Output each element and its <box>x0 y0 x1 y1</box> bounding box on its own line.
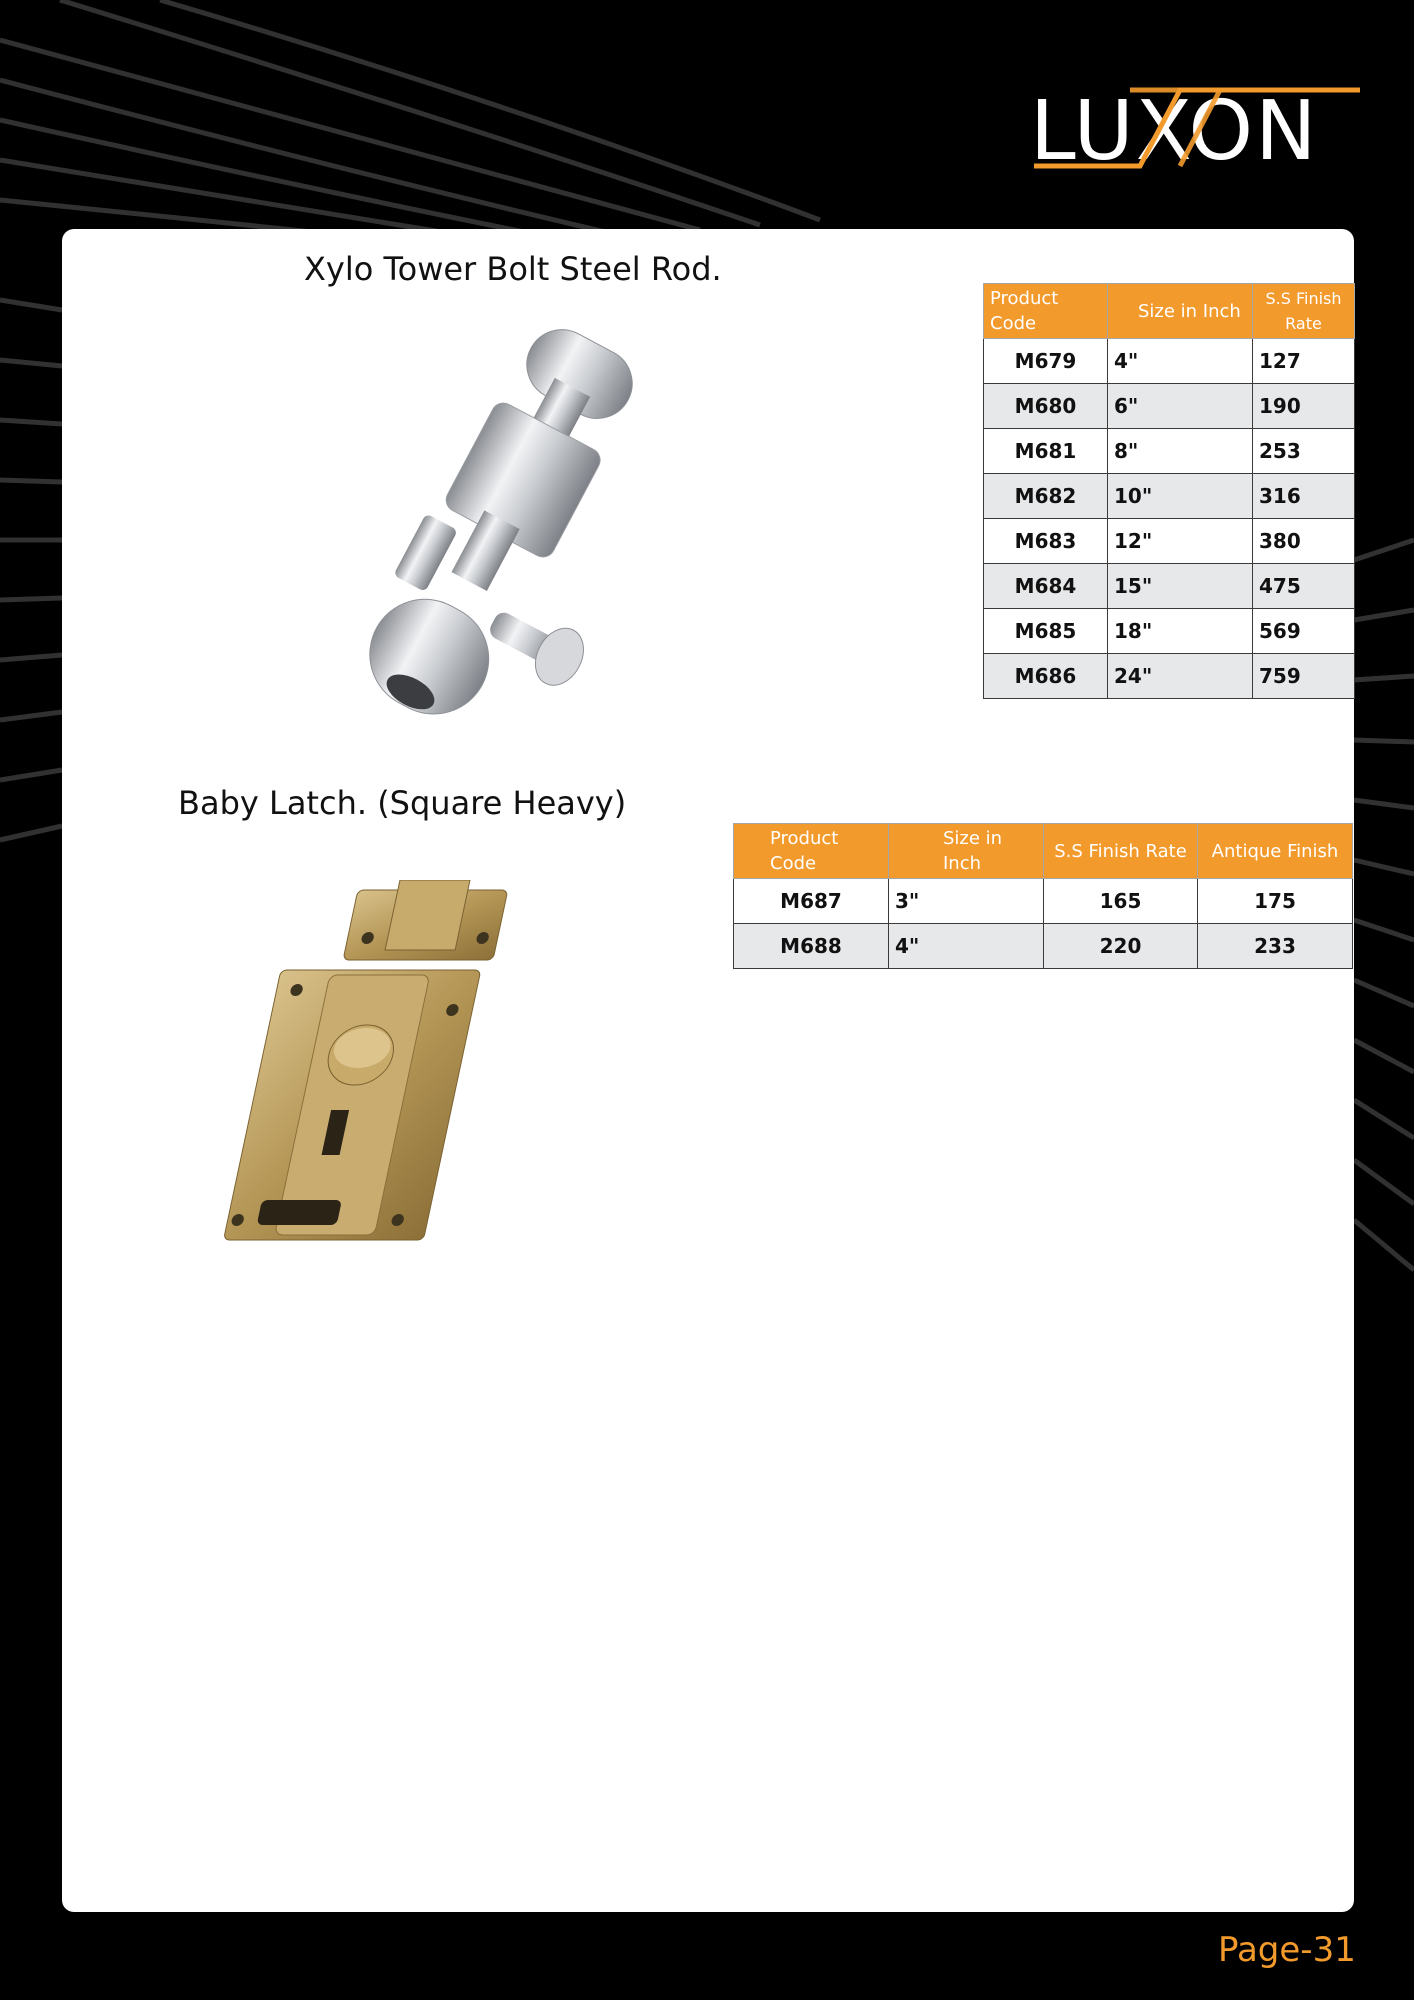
antique-rate: 233 <box>1198 924 1353 969</box>
ss-rate: 220 <box>1044 924 1198 969</box>
ss-rate: 316 <box>1253 474 1355 519</box>
ss-rate: 253 <box>1253 429 1355 474</box>
size-value: 4" <box>1108 339 1253 384</box>
size-value: 24" <box>1108 654 1253 699</box>
section-title-baby-latch: Baby Latch. (Square Heavy) <box>178 784 627 822</box>
header-size: Size in Inch <box>889 824 1044 879</box>
section-title-tower-bolt: Xylo Tower Bolt Steel Rod. <box>304 250 722 288</box>
table-row <box>984 519 1355 564</box>
table-row <box>984 384 1355 429</box>
page-number: Page-31 <box>1218 1930 1356 1970</box>
antique-rate: 175 <box>1198 879 1353 924</box>
product-code: M684 <box>984 564 1108 609</box>
size-value: 8" <box>1108 429 1253 474</box>
brand-logo <box>1030 80 1360 179</box>
product-code: M682 <box>984 474 1108 519</box>
tower-bolt-price-table <box>983 283 1355 699</box>
table-row <box>734 879 1353 924</box>
table-row <box>984 654 1355 699</box>
size-value: 18" <box>1108 609 1253 654</box>
header-product-code: Product Code <box>734 824 889 879</box>
size-value: 4" <box>889 924 1044 969</box>
header-size: Size in Inch <box>1108 284 1253 339</box>
logo-swoosh-icon <box>1030 80 1360 176</box>
ss-rate: 190 <box>1253 384 1355 429</box>
product-code: M687 <box>734 879 889 924</box>
table-row <box>984 429 1355 474</box>
table-row <box>984 339 1355 384</box>
table-row <box>734 924 1353 969</box>
header-ss-rate: S.S Finish Rate <box>1044 824 1198 879</box>
ss-rate: 380 <box>1253 519 1355 564</box>
baby-latch-product-image <box>210 880 550 1250</box>
product-code: M679 <box>984 339 1108 384</box>
table-header-row <box>984 284 1355 339</box>
ss-rate: 759 <box>1253 654 1355 699</box>
size-value: 6" <box>1108 384 1253 429</box>
product-code: M686 <box>984 654 1108 699</box>
table-row <box>984 609 1355 654</box>
tower-bolt-product-image <box>305 318 685 748</box>
product-code: M680 <box>984 384 1108 429</box>
ss-rate: 127 <box>1253 339 1355 384</box>
product-code: M683 <box>984 519 1108 564</box>
ss-rate: 475 <box>1253 564 1355 609</box>
brand-logo-text: LUXON <box>1030 84 1319 179</box>
baby-latch-price-table <box>733 823 1353 969</box>
product-code: M681 <box>984 429 1108 474</box>
table-row <box>984 564 1355 609</box>
header-antique-finish: Antique Finish <box>1198 824 1353 879</box>
size-value: 3" <box>889 879 1044 924</box>
table-header-row <box>734 824 1353 879</box>
ss-rate: 165 <box>1044 879 1198 924</box>
product-code: M688 <box>734 924 889 969</box>
size-value: 15" <box>1108 564 1253 609</box>
header-product-code: Product Code <box>984 284 1108 339</box>
size-value: 12" <box>1108 519 1253 564</box>
product-code: M685 <box>984 609 1108 654</box>
table-row <box>984 474 1355 519</box>
header-ss-rate: S.S Finish Rate <box>1253 284 1355 339</box>
ss-rate: 569 <box>1253 609 1355 654</box>
size-value: 10" <box>1108 474 1253 519</box>
